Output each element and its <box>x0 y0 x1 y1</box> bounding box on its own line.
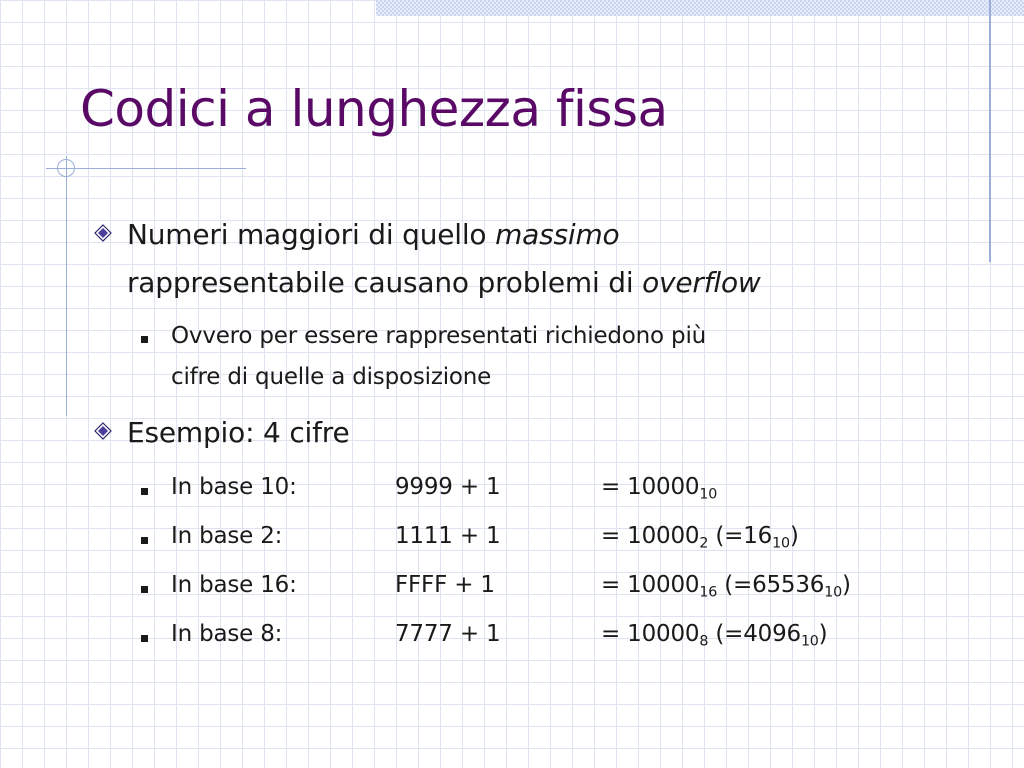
extra-open: (= <box>708 523 744 549</box>
row-result <box>601 616 827 652</box>
result-base: 16 <box>699 584 718 601</box>
row-result <box>601 469 717 505</box>
extra-open: (= <box>717 572 753 598</box>
square-bullet-icon <box>141 336 148 343</box>
extra-close: ) <box>841 572 851 598</box>
row-expression: 7777 + 1 <box>395 621 501 647</box>
row-label: In base 8: <box>171 621 283 647</box>
row-label: In base 16: <box>171 572 297 598</box>
extra-value: 4096 <box>743 621 801 647</box>
extra-value: 65536 <box>752 572 825 598</box>
row-result <box>601 518 799 554</box>
result-value: = 10000 <box>601 621 700 647</box>
row-result <box>601 567 851 603</box>
bullet-1-emphasis-a: massimo <box>495 218 620 251</box>
result-value: = 10000 <box>601 572 700 598</box>
square-bullet-icon <box>141 537 148 544</box>
bullet-1-line-1 <box>127 214 619 256</box>
corner-circle-ornament <box>57 159 75 177</box>
square-bullet-icon <box>141 586 148 593</box>
result-base: 8 <box>699 633 709 650</box>
slide-title: Codici a lunghezza fissa <box>80 80 668 138</box>
extra-base: 10 <box>824 584 842 601</box>
extra-value: 16 <box>743 523 773 549</box>
result-value: = 10000 <box>601 474 700 500</box>
extra-close: ) <box>789 523 799 549</box>
square-bullet-icon <box>141 488 148 495</box>
extra-base: 10 <box>800 633 819 650</box>
extra-open: (= <box>708 621 744 647</box>
sub-bullet-1-line-2: cifre di quelle a disposizione <box>171 364 492 390</box>
square-bullet-icon <box>141 635 148 642</box>
bullet-2-text: Esempio: 4 cifre <box>127 416 350 449</box>
row-label: In base 10: <box>171 474 297 500</box>
row-expression: FFFF + 1 <box>395 572 495 598</box>
bullet-1-line-2 <box>127 262 761 304</box>
bullet-1-text-a: Numeri maggiori di quello <box>127 218 496 251</box>
extra-close: ) <box>818 621 828 647</box>
extra-base: 10 <box>772 535 790 552</box>
row-expression: 1111 + 1 <box>395 523 501 549</box>
row-expression: 9999 + 1 <box>395 474 501 500</box>
right-decorative-line <box>989 0 991 262</box>
title-underline <box>46 168 246 169</box>
sub-bullet-1-line-1: Ovvero per essere rappresentati richiedono più <box>171 323 707 349</box>
top-decorative-bar <box>376 0 1024 16</box>
result-base: 2 <box>699 535 709 552</box>
result-value: = 10000 <box>601 523 700 549</box>
bullet-1-text-b: rappresentabile causano problemi di <box>127 266 643 299</box>
row-label: In base 2: <box>171 523 283 549</box>
diamond-bullet-icon <box>94 422 112 440</box>
diamond-bullet-icon <box>94 224 112 242</box>
left-decorative-line <box>66 156 67 416</box>
bullet-1-emphasis-b: overflow <box>642 266 761 299</box>
result-base: 10 <box>699 486 718 503</box>
